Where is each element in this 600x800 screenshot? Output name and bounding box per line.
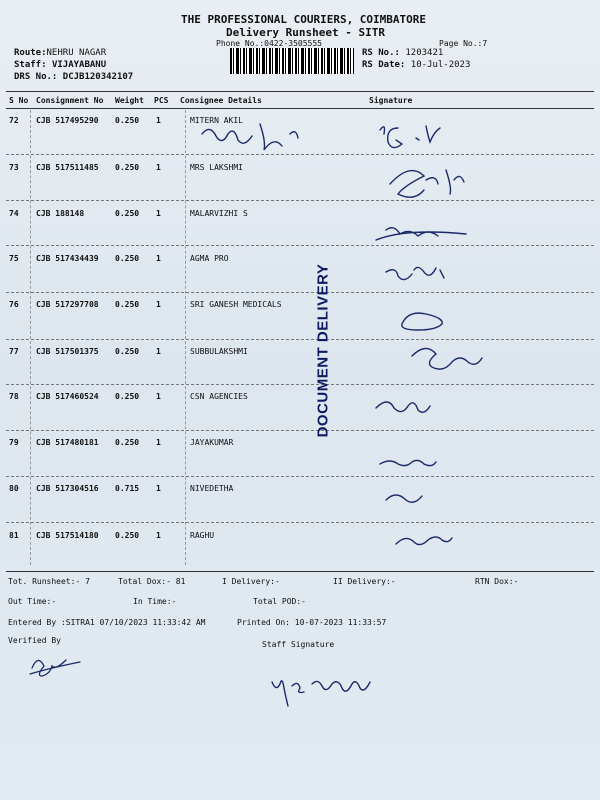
table-row: 77 CJB 517501375 0.250 1 SUBBULAKSHMI: [9, 347, 248, 356]
drs-info: DRS No.: DCJB120342107: [14, 72, 134, 82]
printed-on: Printed On: 10-07-2023 11:33:57: [237, 618, 387, 627]
entered-by: Entered By :SITRA1 07/10/2023 11:33:42 AM: [8, 618, 206, 627]
rtn-dox: RTN Dox:-: [475, 577, 519, 586]
sheet-title: Delivery Runsheet - SITR: [226, 26, 385, 39]
document-delivery-stamp: DOCUMENT DELIVERY: [314, 263, 332, 438]
ii-delivery: II Delivery:-: [333, 577, 396, 586]
table-row: 79 CJB 517480181 0.250 1 JAYAKUMAR: [9, 438, 234, 447]
company-name: THE PROFESSIONAL COURIERS, COIMBATORE: [181, 13, 427, 26]
handwritten-signatures: [190, 112, 595, 582]
totals-rule: [6, 571, 594, 572]
col-weight: Weight: [115, 96, 144, 105]
table-row: 76 CJB 517297708 0.250 1 SRI GANESH MEDICALS: [9, 300, 282, 309]
staff-signature: Staff Signature: [262, 640, 335, 649]
route-info: Route:NEHRU NAGAR: [14, 48, 107, 58]
col-sno: S No: [9, 96, 29, 105]
table-row: 81 CJB 517514180 0.250 1 RAGHU: [9, 531, 215, 540]
col-pcs: PCS: [154, 96, 169, 105]
barcode: [230, 48, 354, 74]
out-time: Out Time:-: [8, 597, 57, 606]
total-runsheet: Tot. Runsheet:- 7: [8, 577, 90, 586]
header-bottom-rule: [6, 108, 594, 109]
table-row: 75 CJB 517434439 0.250 1 AGMA PRO: [9, 254, 229, 263]
table-row: 72 CJB 517495290 0.250 1 MITERN AKIL: [9, 116, 243, 125]
page-number: Page No.:7: [439, 39, 488, 48]
col-consignee: Consignee Details: [180, 96, 262, 105]
staff-handwritten-signature: [268, 668, 388, 708]
total-dox: Total Dox:- 81: [118, 577, 186, 586]
table-row: 80 CJB 517304516 0.715 1 NIVEDETHA: [9, 484, 234, 493]
table-row: 74 CJB 188148 0.250 1 MALARVIZHI S: [9, 209, 248, 218]
verified-by: Verified By: [8, 636, 61, 645]
verifier-signature: [26, 650, 86, 680]
rs-date: RS Date: 10-Jul-2023: [362, 60, 471, 70]
header-top-rule: [6, 91, 594, 92]
rs-number: RS No.: 1203421: [362, 48, 444, 58]
staff-info: Staff: VIJAYABANU: [14, 60, 107, 70]
in-time: In Time:-: [133, 597, 177, 606]
total-pod: Total POD:-: [253, 597, 306, 606]
col-consignment: Consignment No: [36, 96, 104, 105]
col-signature: Signature: [369, 96, 413, 105]
table-row: 73 CJB 517511485 0.250 1 MRS LAKSHMI: [9, 163, 243, 172]
table-row: 78 CJB 517460524 0.250 1 CSN AGENCIES: [9, 392, 248, 401]
phone-label: Phone No.:0422-3505555: [216, 39, 322, 48]
i-delivery: I Delivery:-: [222, 577, 280, 586]
